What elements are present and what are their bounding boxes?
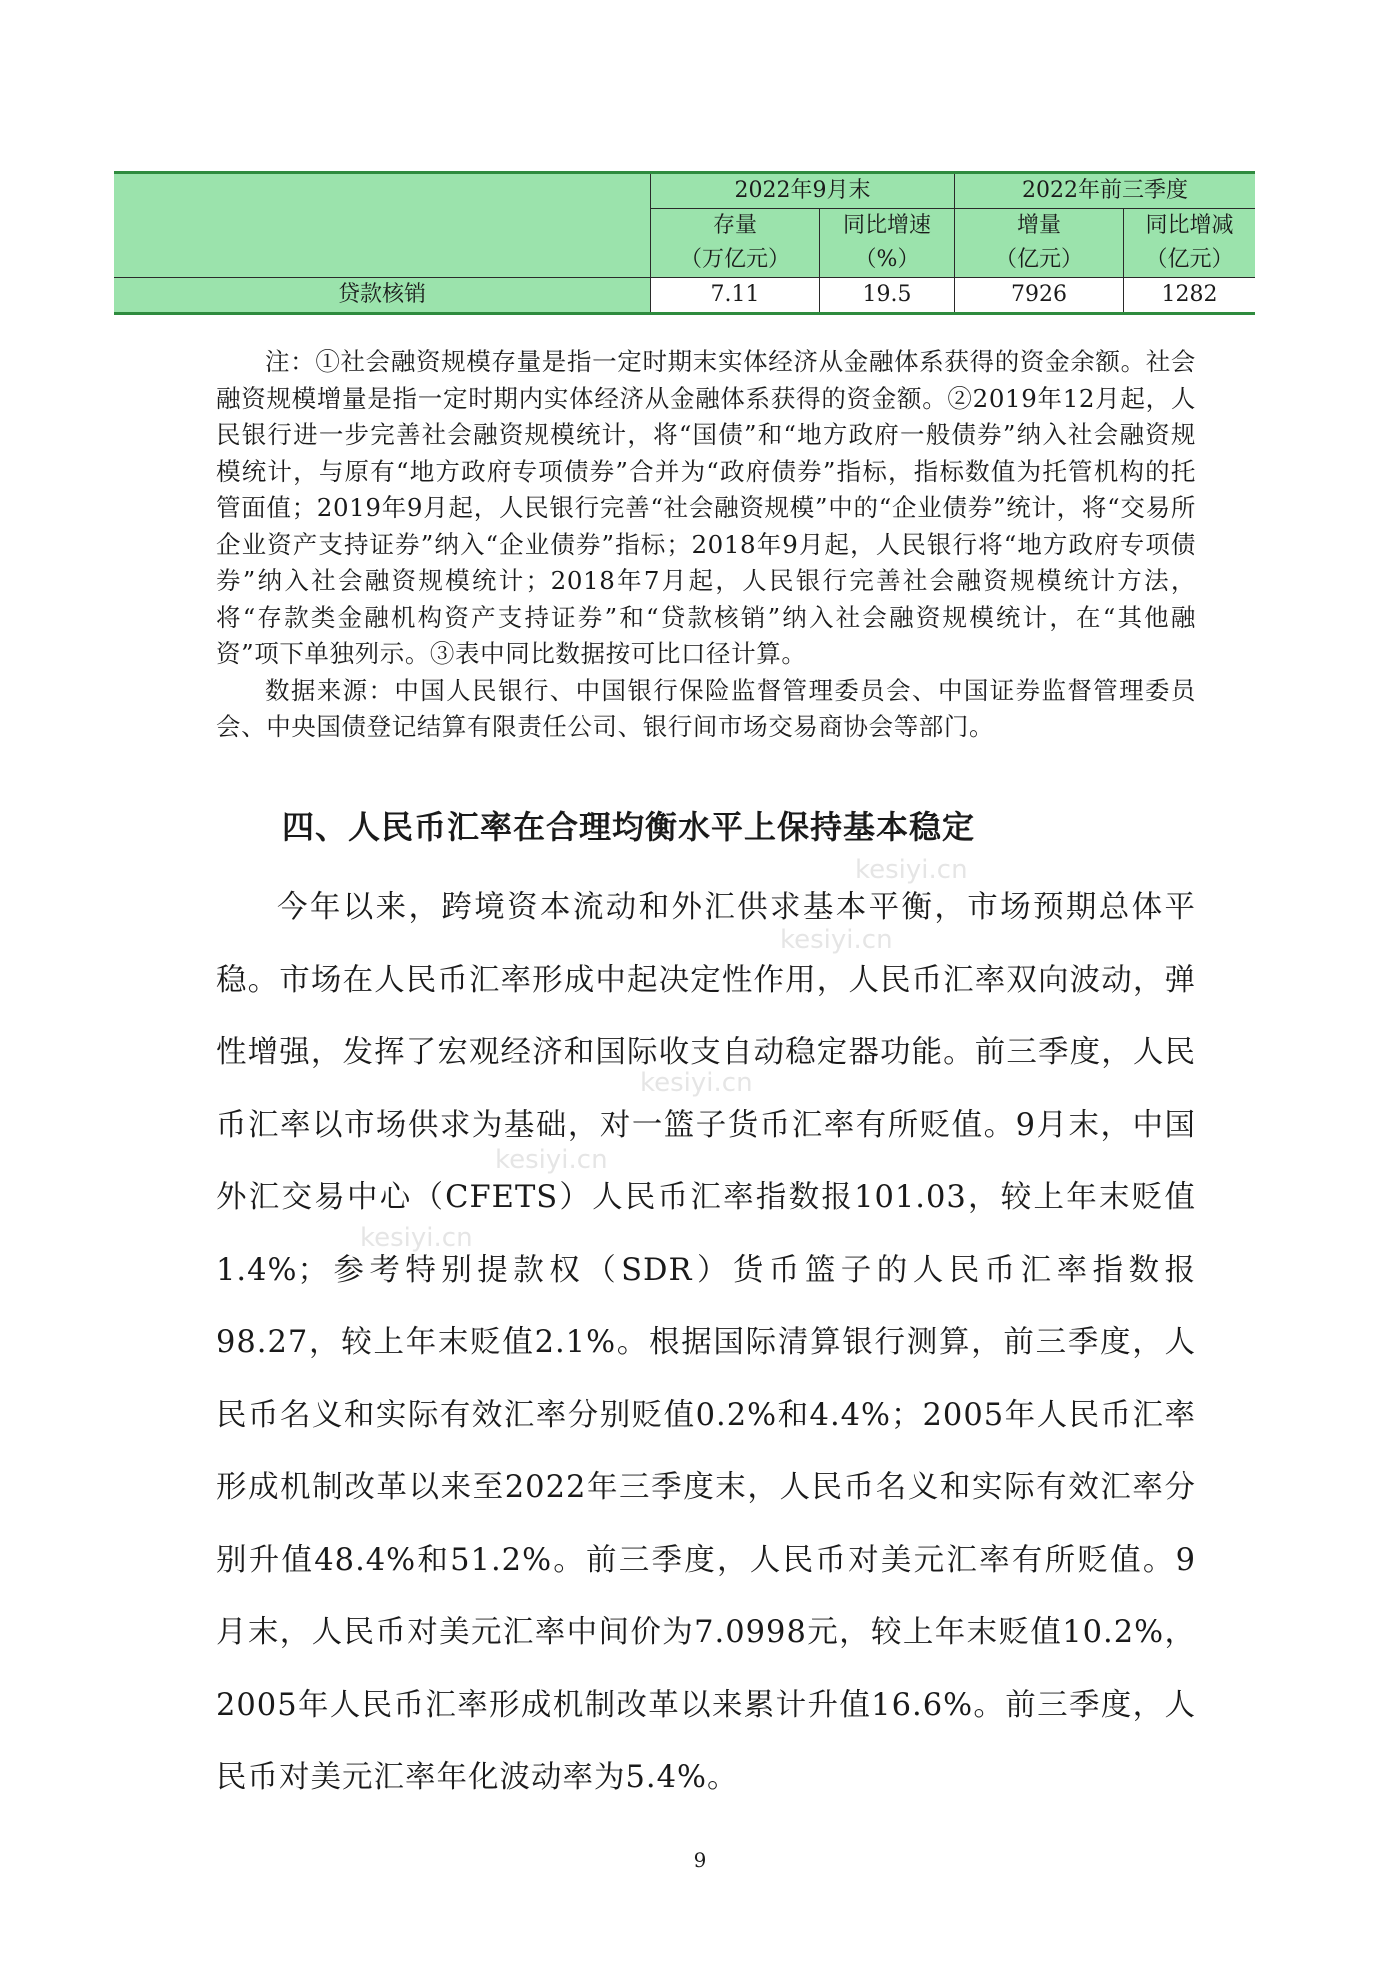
group-header-q1-q3: 2022年前三季度 [955,173,1256,209]
watermark-text: kesiyi.cn [855,855,968,885]
subheader-yoy-growth [820,209,955,278]
table-corner-cell [114,173,651,278]
section-body: 今年以来，跨境资本流动和外汇供求基本平衡，市场预期总体平稳。市场在人民币汇率形成中起决定性作用，人民币汇率双向波动，弹性增强，发挥了宏观经济和国际收支自动稳定器功能。前三季度，人民币汇率以市场供求为基础，对一篮子货币汇率有所贬值。9月末，中国外汇交易中心（CFETS）人民币汇率指数报101.03，较上年末贬值1.4%；参考特别提款权（SDR）货币篮子的人民币汇率指数报98.27，较上年末贬值2.1%。根据国际清算银行测算，前三季度，人民币名义和实际有效汇率分别贬值0.2%和4.4%；2005年人民币汇率形成机制改革以来至2022年三季度末，人民币名义和实际有效汇率分别升值48.4%和51.2%。前三季度，人民币对美元汇率有所贬值。9月末，人民币对美元汇率中间价为7.0998元，较上年末贬值10.2%，2005年人民币汇率形成机制改革以来累计升值16.6%。前三季度，人民币对美元汇率年化波动率为5.4%。 [216,890,1196,1795]
subheader-stock [651,209,820,278]
watermark-text: kesiyi.cn [360,1223,473,1253]
subheader-stock-line2: （万亿元） [679,247,790,272]
cell-stock: 7.11 [651,278,820,314]
data-table [114,171,1255,315]
subheader-yoy-change [1124,209,1256,278]
watermark-text: kesiyi.cn [495,1145,608,1175]
subheader-yoy-change-line1: 同比增减 [1145,213,1234,238]
cell-yoy-change: 1282 [1124,278,1256,314]
table-notes [216,344,1196,746]
cell-increment: 7926 [955,278,1124,314]
subheader-yoy-growth-line1: 同比增速 [842,213,931,238]
table-header-row [114,173,1255,209]
section-title: 四、人民币汇率在合理均衡水平上保持基本稳定 [282,808,976,846]
group-header-sep: 2022年9月末 [651,173,955,209]
table-row [114,278,1255,314]
watermark-text: kesiyi.cn [640,1068,753,1098]
subheader-increment [955,209,1124,278]
note-text: 注：①社会融资规模存量是指一定时期末实体经济从金融体系获得的资金余额。社会融资规模增量是指一定时期内实体经济从金融体系获得的资金额。②2019年12月起，人民银行进一步完善社会融资规模统计，将“国债”和“地方政府一般债券”纳入社会融资规模统计，与原有“地方政府专项债券”合并为“政府债券”指标，指标数值为托管机构的托管面值；2019年9月起，人民银行完善“社会融资规模”中的“企业债券”统计，将“交易所企业资产支持证券”纳入“企业债券”指标；2018年9月起，人民银行将“地方政府专项债券”纳入社会融资规模统计；2018年7月起，人民银行完善社会融资规模统计方法，将“存款类金融机构资产支持证券”和“贷款核销”纳入社会融资规模统计，在“其他融资”项下单独列示。③表中同比数据按可比口径计算。 [216,347,1196,668]
subheader-increment-line2: （亿元） [994,247,1083,272]
subheader-increment-line1: 增量 [1016,213,1061,238]
cell-yoy-growth: 19.5 [820,278,955,314]
data-source-text: 数据来源：中国人民银行、中国银行保险监督管理委员会、中国证券监督管理委员会、中央国债登记结算有限责任公司、银行间市场交易商协会等部门。 [216,675,1196,741]
subheader-yoy-change-line2: （亿元） [1145,247,1234,272]
subheader-stock-line1: 存量 [712,213,757,238]
page-number: 9 [693,1848,707,1872]
watermark-text: kesiyi.cn [780,925,893,955]
subheader-yoy-growth-line2: （%） [854,247,920,272]
row-label: 贷款核销 [114,278,651,314]
